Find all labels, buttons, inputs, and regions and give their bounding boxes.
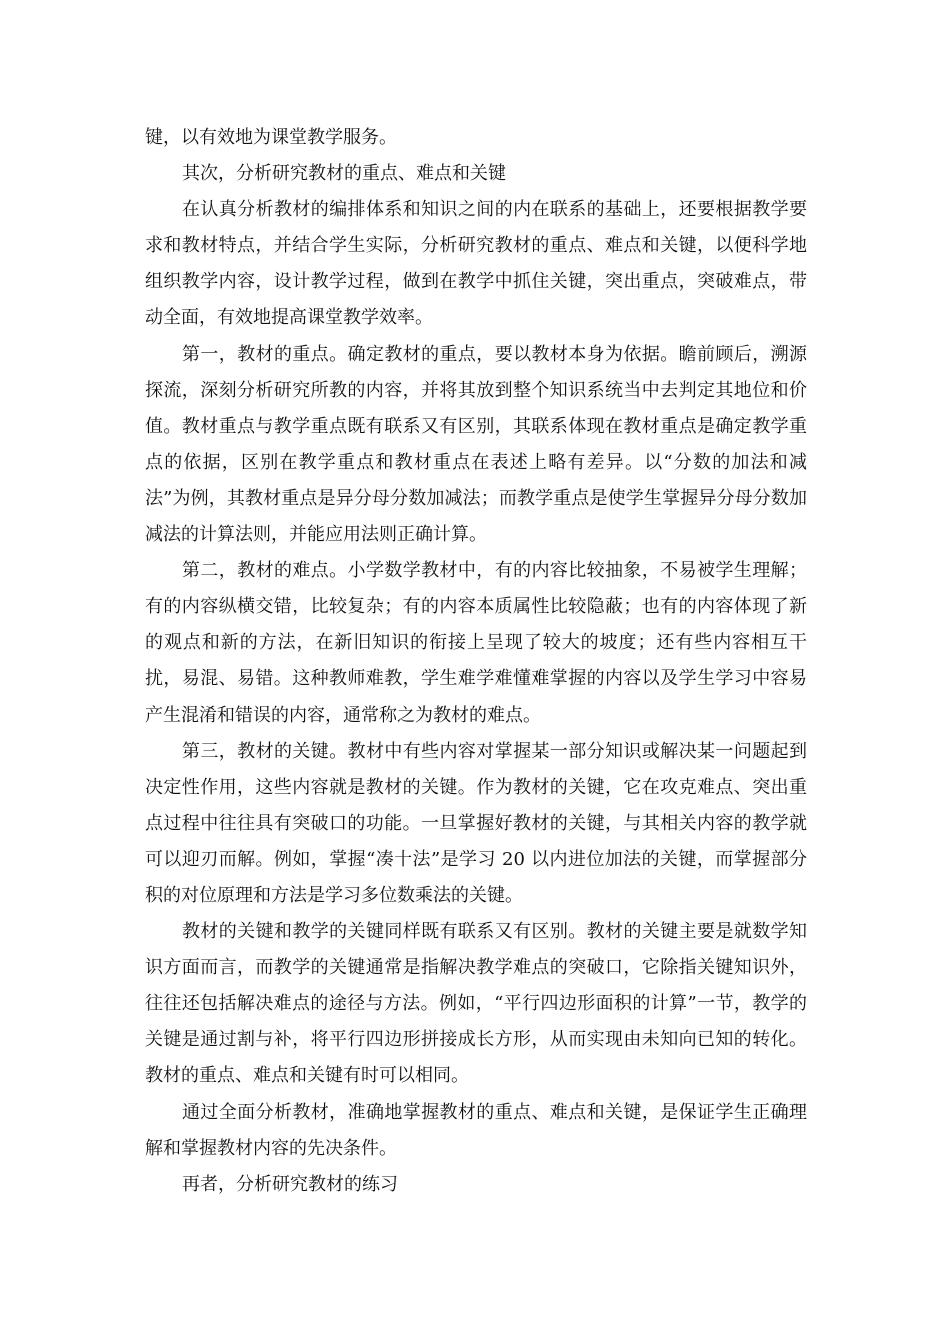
paragraph-critical-comparison: 教材的关键和教学的关键同样既有联系又有区别。教材的关键主要是就数学知识方面而言，而教学的关键通常是指解决教学难点的突破口，它除指关键知识外，往往还包括解决难点的途径与方法。例如，“平行四边形面积的计算”一节，教学的关键是通过割与补，将平行四边形拼接成长方形，从而实现由未知向已知的转化。教材的重点、难点和关键有时可以相同。 (145, 921, 807, 1087)
paragraph-key-point: 第一，教材的重点。确定教材的重点，要以教材本身为依据。瞻前顾后，溯源探流，深刻分析研究所教的内容，并将其放到整个知识系统当中去判定其地位和价值。教材重点与教学重点既有联系又有区别，其联系体现在教材重点是确定教学重点的依据，区别在教学重点和教材重点在表述上略有差异。以“分数的加法和减法”为例，其教材重点是异分母分数加减法；而教学重点是使学生掌握异分母分数加减法的计算法则，并能应用法则正确计算。 (145, 343, 807, 546)
paragraph-intro: 在认真分析教材的编排体系和知识之间的内在联系的基础上，还要根据教学要求和教材特点，并结合学生实际，分析研究教材的重点、难点和关键，以便科学地组织教学内容，设计教学过程，做到在教学中抓住关键，突出重点，突破难点，带动全面，有效地提高课堂教学效率。 (145, 199, 807, 329)
paragraph-continuation: 键，以有效地为课堂教学服务。 (145, 127, 397, 148)
document-body (145, 120, 807, 1203)
paragraph-difficult-point: 第二，教材的难点。小学数学教材中，有的内容比较抽象，不易被学生理解；有的内容纵横交错，比较复杂；有的内容本质属性比较隐蔽；也有的内容体现了新的观点和新的方法，在新旧知识的衔接上呈现了较大的坡度；还有些内容相互干扰，易混、易错。这种教师难教，学生难学难懂难掌握的内容以及学生学习中容易产生混淆和错误的内容，通常称之为教材的难点。 (145, 560, 807, 726)
paragraph-critical-point: 第三，教材的关键。教材中有些内容对掌握某一部分知识或解决某一问题起到决定性作用，这些内容就是教材的关键。作为教材的关键，它在攻克难点、突出重点过程中往往具有突破口的功能。一旦掌握好教材的关键，与其相关内容的教学就可以迎刃而解。例如，掌握“凑十法”是学习 20 以内进位加法的关键，而掌握部分积的对位原理和方法是学习多位数乘法的关键。 (145, 740, 807, 906)
section-heading-exercises: 再者，分析研究教材的练习 (182, 1173, 398, 1195)
paragraph-conclusion: 通过全面分析教材，准确地掌握教材的重点、难点和关键，是保证学生正确理解和掌握教材内容的先决条件。 (145, 1101, 807, 1159)
section-heading-key-points: 其次，分析研究教材的重点、难点和关键 (182, 163, 506, 185)
